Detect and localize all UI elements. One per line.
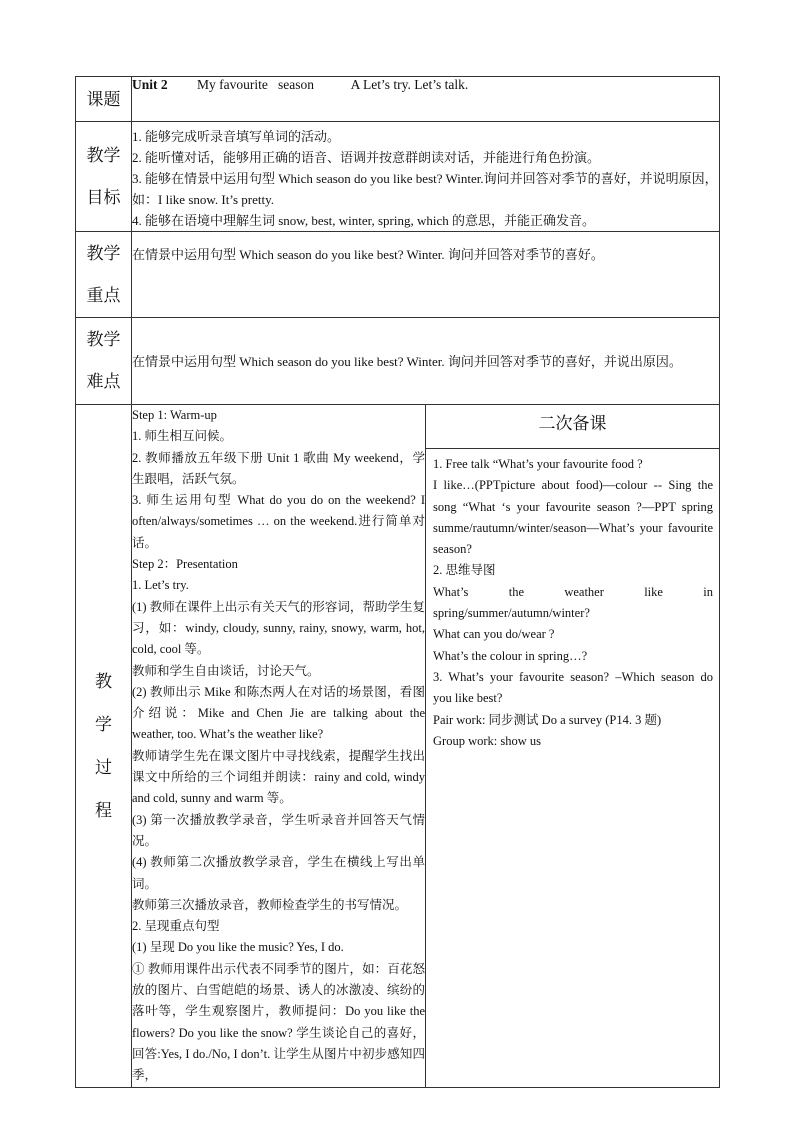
process-line: 1. Let’s try. <box>132 578 189 593</box>
process-content <box>132 405 426 1088</box>
prep-line: Pair work: 同步测试 Do a survey (P14. 3 题) <box>433 712 662 727</box>
lesson-title <box>132 77 720 122</box>
second-prep-column <box>426 405 720 1088</box>
label-process <box>76 405 132 1088</box>
label-title: 课题 <box>76 77 132 122</box>
prep-line: Group work: show us <box>433 733 541 748</box>
difficulties-text: 在情景中运用句型 Which season do you like best? Winter. 询问并回答对季节的喜好，并说出原因。 <box>132 353 682 369</box>
key-points-text: 在情景中运用句型 Which season do you like best? Winter. 询问并回答对季节的喜好。 <box>132 247 604 262</box>
process-line: 教师和学生自由谈话，讨论天气。 <box>132 663 320 678</box>
prep-line: What can you do/wear ? <box>433 627 555 642</box>
prep-line: 2. 思维导图 <box>433 563 496 578</box>
prep-line: I like…(PPTpicture about food)—colour -- Sing the song “What ‘s your favourite season ?—PPT spring summe/rautumn/winter/season—What’s your favourite season? <box>433 478 713 557</box>
difficulties-content <box>132 318 720 405</box>
label-objectives-text: 教学目标 <box>86 145 121 207</box>
process-line: (2) 教师出示 Mike 和陈杰两人在对话的场景图，看图介绍说：Mike and Chen Jie are talking about the weather, too. What’s the weather like? <box>132 684 425 742</box>
label-key-points <box>76 232 132 318</box>
second-prep-title: 二次备课 <box>426 405 719 449</box>
label-process-text: 教学过程 <box>95 671 112 820</box>
label-difficulties-text: 教学难点 <box>86 330 121 391</box>
process-line: 3. 师生运用句型 What do you do on the weekend? I often/always/sometimes … on the weekend.进行简单对话。 <box>132 493 425 550</box>
objective-item: 4. 能够在语境中理解生词 snow, best, winter, spring, which 的意思，并能正确发音。 <box>132 213 596 228</box>
unit-name: Unit 2 <box>132 77 168 92</box>
objective-item: 2. 能听懂对话，能够用正确的语音、语调并按意群朗读对话，并能进行角色扮演。 <box>132 150 601 165</box>
lesson-topic: My favourite season <box>197 77 314 92</box>
label-objectives <box>76 122 132 232</box>
process-line: 2. 教师播放五年级下册 Unit 1 歌曲 My weekend，学生跟唱，活跃气氛。 <box>132 450 425 486</box>
objective-item: 3. 能够在情景中运用句型 Which season do you like best? Winter.询问并回答对季节的喜好，并说明原因，如：I like snow. It’s pretty. <box>132 171 718 207</box>
key-points-content <box>132 232 720 318</box>
process-line: (1) 教师在课件上出示有关天气的形容词，帮助学生复习，如：windy, cloudy, sunny, rainy, snowy, warm, hot, cold, cool 等。 <box>132 599 425 657</box>
process-line: 1. 师生相互问候。 <box>132 429 233 444</box>
process-line: Step 1: Warm-up <box>132 408 217 422</box>
prep-line: 3. What’s your favourite season? –Which season do you like best? <box>433 669 713 706</box>
process-line: 2. 呈现重点句型 <box>132 919 220 934</box>
lesson-plan-table <box>75 76 720 1088</box>
process-line: ① 教师用课件出示代表不同季节的图片，如：百花怒放的图片、白雪皑皑的场景、诱人的冰激凌、缤纷的落叶等，学生观察图片，教师提问：Do you like the flowers? Do you like the snow? 学生谈论自己的喜好，回答:Yes, I do./No, I don’t. 让学生从图片中初步感知四季， <box>132 961 425 1083</box>
process-line: Step 2：Presentation <box>132 557 238 572</box>
process-line: (1) 呈现 Do you like the music? Yes, I do. <box>132 940 344 955</box>
label-key-points-text: 教学重点 <box>86 243 121 305</box>
label-difficulties <box>76 318 132 405</box>
prep-line: 1. Free talk “What’s your favourite food ? <box>433 457 643 471</box>
lesson-part: A Let’s try. Let’s talk. <box>350 77 469 92</box>
objectives-content <box>132 122 720 232</box>
objective-item: 1. 能够完成听录音填写单词的活动。 <box>132 129 341 144</box>
process-line: (3) 第一次播放教学录音，学生听录音并回答天气情况。 <box>132 812 425 848</box>
process-line: (4) 教师第二次播放教学录音，学生在横线上写出单词。 <box>132 855 425 891</box>
prep-line: What’s the colour in spring…? <box>433 648 588 663</box>
second-prep-content <box>426 449 719 752</box>
process-line: 教师请学生先在课文图片中寻找线索，提醒学生找出课文中所给的三个词组并朗读：rainy and cold, windy and cold, sunny and warm 等。 <box>132 748 425 806</box>
prep-line: What’s the weather like in spring/summer/autumn/winter? <box>433 584 713 621</box>
process-line: 教师第三次播放录音，教师检查学生的书写情况。 <box>132 897 408 912</box>
